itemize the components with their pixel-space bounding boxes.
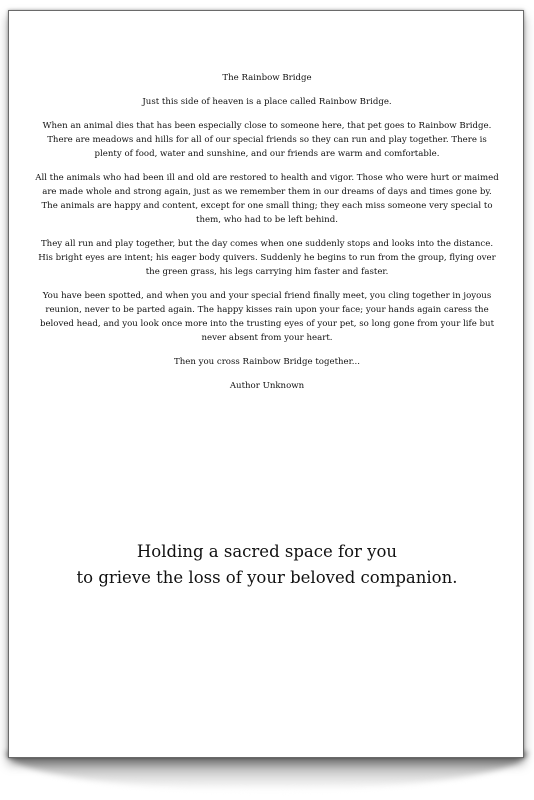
poem-block <box>33 71 501 403</box>
dedication-block <box>9 539 525 591</box>
poem-closing: Then you cross Rainbow Bridge together... <box>173 357 361 367</box>
poem-author: Author Unknown <box>229 381 305 391</box>
dedication-line-2: to grieve the loss of your beloved companion. <box>76 568 458 587</box>
poem-paragraph-3: They all run and play together, but the day comes when one suddenly stops and looks into the distance. His bright eyes are intent; his eager body quivers. Suddenly he begins to run from the group, flying over the green grass, his legs carrying him faster and faster. <box>38 239 496 277</box>
poem-title: The Rainbow Bridge <box>222 73 312 83</box>
poem-paragraph-4: You have been spotted, and when you and your special friend finally meet, you cling together in joyous reunion, never to be parted again. The happy kisses rain upon your face; your hands again caress the beloved head, and you look once more into the trusting eyes of your pet, so long gone from your life but never absent from your heart. <box>39 291 495 343</box>
poem-intro: Just this side of heaven is a place called Rainbow Bridge. <box>142 97 392 107</box>
document-page <box>8 10 524 758</box>
poem-paragraph-2: All the animals who had been ill and old are restored to health and vigor. Those who were hurt or maimed are made whole and strong again, just as we remember them in our dreams of days and times gone by. The animals are happy and content, except for one small thing; they each miss someone very special to them, who had to be left behind. <box>35 173 499 225</box>
dedication-line-1: Holding a sacred space for you <box>136 542 398 561</box>
poem-paragraph-1: When an animal dies that has been especially close to someone here, that pet goes to Rainbow Bridge. There are meadows and hills for all of our special friends so they can run and play together. There is plenty of food, water and sunshine, and our friends are warm and comfortable. <box>42 121 492 159</box>
